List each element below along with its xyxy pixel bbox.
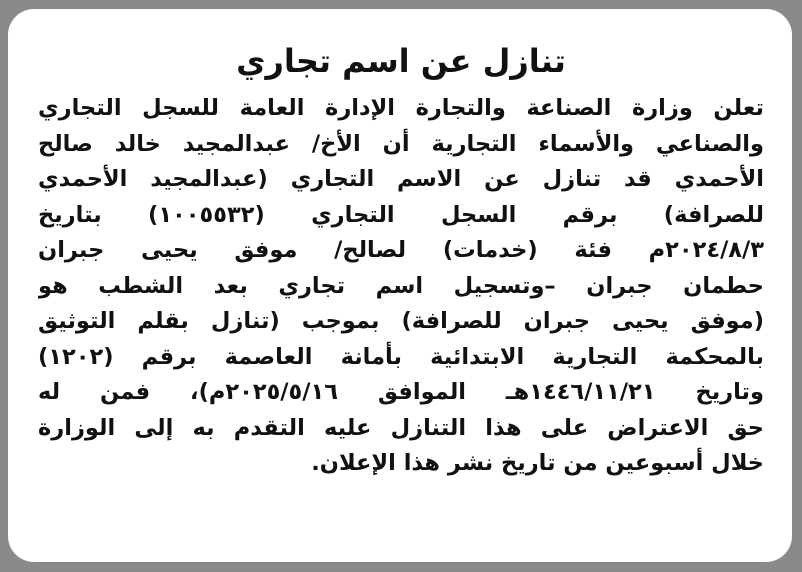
notice-card [8, 9, 792, 562]
notice-line: الأحمدي قد تنازل عن الاسم التجاري (عبدالمجيد الأحمدي [38, 166, 764, 192]
notice-line: للصرافة) برقم السجل التجاري (١٠٠٥٥٣٢) بتاريخ [38, 201, 764, 228]
notice-title: تنازل عن اسم تجاري [236, 42, 566, 80]
notice-line: تعلن وزارة الصناعة والتجارة الإدارة العامة للسجل التجاري [38, 95, 764, 121]
notice-body [38, 91, 764, 482]
notice-line: خلال أسبوعين من تاريخ نشر هذا الإعلان. [311, 450, 764, 476]
notice-line: حطمان جبران –وتسجيل اسم تجاري بعد الشطب هو [38, 272, 764, 299]
notice-line: بالمحكمة التجارية الابتدائية بأمانة العاصمة برقم (١٢٠٢) [38, 343, 764, 370]
notice-line: وتاريخ ١٤٤٦/١١/٢١هـ الموافق ٢٠٢٥/٥/١٦م)، فمن له [38, 379, 764, 405]
notice-line: والصناعي والأسماء التجارية أن الأخ/ عبدالمجيد خالد صالح [38, 130, 764, 157]
notice-line: ٢٠٢٤/٨/٣م فئة (خدمات) لصالح/ موفق يحيى جبران [38, 237, 764, 263]
notice-line: حق الاعتراض على هذا التنازل عليه التقدم به إلى الوزارة [38, 414, 764, 441]
notice-line: (موفق يحيى جبران للصرافة) بموجب (تنازل بقلم التوثيق [38, 308, 764, 334]
